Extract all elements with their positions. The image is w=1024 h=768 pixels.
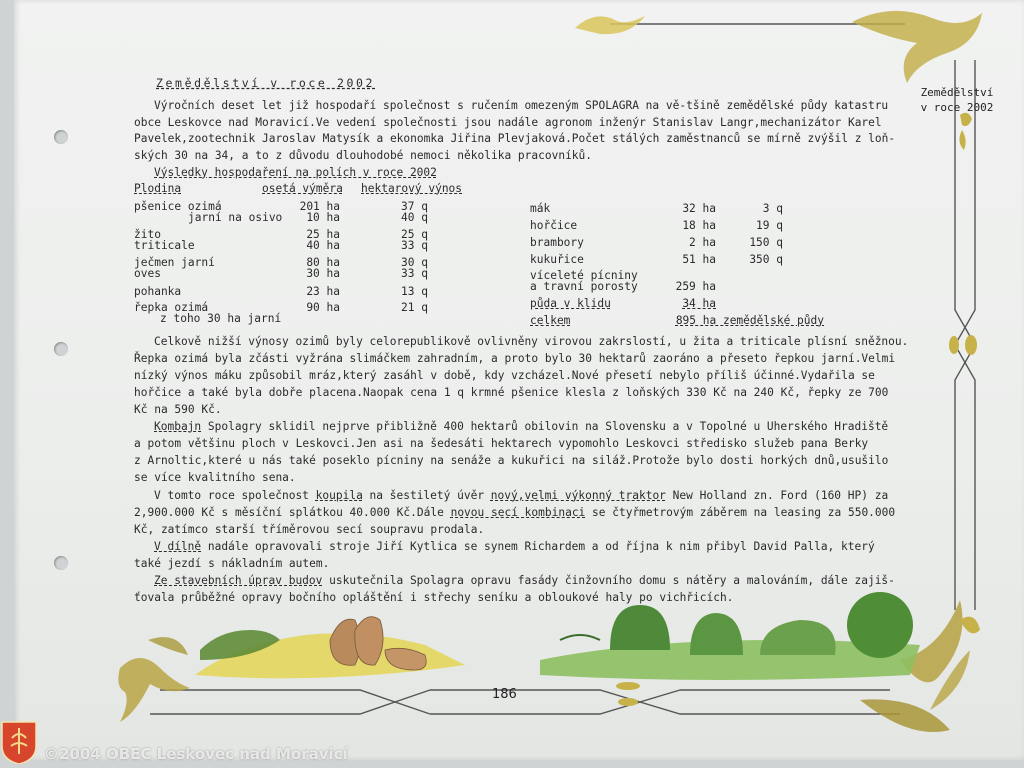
crop-area: 201 ha: [299, 200, 340, 213]
crop-area: 40 ha: [306, 239, 340, 252]
crop-name: řepka ozimá: [134, 301, 209, 314]
construction-text: uskutečnila Spolagra opravu fasády činžovního domu s nátěry a malováním, dále zajiš-: [322, 574, 895, 587]
crop-area: 30 ha: [306, 267, 340, 280]
crop-yield: 40 q: [401, 211, 428, 224]
workshop-line: také jezdí s nákladním autem.: [134, 557, 330, 570]
crop-name: kukuřice: [530, 253, 584, 266]
crop-yield: 13 q: [401, 285, 428, 298]
crop-name: celkem: [530, 314, 571, 327]
crop-area: 10 ha: [306, 211, 340, 224]
crop-area: 25 ha: [306, 228, 340, 241]
tractor-line: [134, 507, 895, 518]
crop-yield: 33 q: [401, 239, 428, 252]
crop-yield: 350 q: [749, 253, 783, 266]
crop-yield: 30 q: [401, 256, 428, 269]
margin-note-line: v roce 2002: [920, 101, 994, 114]
crop-area: 23 ha: [306, 285, 340, 298]
construction-line: [154, 575, 895, 586]
construction-line: ťovala průběžné opravy bočního opláštění i střechy seníku a obloukové haly po vichřicích.: [134, 591, 734, 604]
kombajn-line: z Arnoltic,které u nás také poseklo pícniny na senáže a kukuřici na siláž.Protože bylo dosti horkých dnů,usušilo: [134, 454, 889, 467]
margin-note: [912, 85, 1002, 115]
header-area: osetá výměra: [262, 182, 343, 195]
paragraph-line: Řepka ozimá byla zčásti vyžrána slimáčkem zahradním, a proto bylo 30 hektarů zaoráno a přeseto řepkou jarní.Velmi: [134, 352, 896, 365]
tractor-underlined: koupila: [315, 489, 363, 502]
workshop-text: nadále opravovali stroje Jiří Kytlica se synem Richardem a od října k nim přibyl David Palla, který: [201, 540, 875, 553]
tractor-underlined: nový,velmi výkonný traktor: [490, 489, 666, 502]
kombajn-text: Spolagry sklidil nejprve přibližně 400 hektarů obilovin na Slovensku a v Topolné u Uherského Hradiště: [201, 420, 889, 433]
crop-yield: 150 q: [749, 236, 783, 249]
crop-area: 51 ha: [682, 253, 716, 266]
crop-name: žito: [134, 228, 161, 241]
crop-name: oves: [134, 267, 161, 280]
tractor-text: V tomto roce společnost: [154, 489, 316, 502]
crop-area: 895 ha zemědělské půdy: [675, 314, 824, 327]
crop-yield: 21 q: [401, 301, 428, 314]
crop-area: 80 ha: [306, 256, 340, 269]
crop-yield: 37 q: [401, 200, 428, 213]
crop-name: triticale: [134, 239, 195, 252]
paragraph-line: hořčice a také byla dobře placena.Naopak cena 1 q krmné pšenice klesla z loňských 330 Kč na 240 Kč, řepky ze 700: [134, 386, 889, 399]
tractor-line: Kč, zatímco starší tříměrovou secí soupravu prodala.: [134, 523, 485, 536]
crop-area: 90 ha: [306, 301, 340, 314]
kombajn-word: Kombajn: [154, 420, 202, 433]
crop-area: 18 ha: [682, 219, 716, 232]
crop-yield: 33 q: [401, 267, 428, 280]
crop-area: 259 ha: [675, 280, 716, 293]
kombajn-line: se více kvalitního sena.: [134, 471, 296, 484]
header-crop: Plodina: [134, 182, 182, 195]
margin-note-line: Zemědělství: [920, 86, 994, 99]
tractor-text: 2,900.000 Kč s měsíční splátkou 40.000 Kč.Dále: [134, 506, 451, 519]
intro-line: ských 30 na 34, a to z důvodu dlouhodobé nemoci několika pracovníků.: [134, 149, 593, 162]
crop-yield: 3 q: [762, 202, 783, 215]
crop-area: 34 ha: [682, 297, 716, 310]
page-number: 186: [492, 687, 517, 702]
tractor-line: [154, 490, 888, 501]
header-yield: hektarový výnos: [361, 182, 463, 195]
tractor-text: na šestiletý úvěr: [362, 489, 491, 502]
intro-line: Výročních deset let již hospodaří společnost s ručením omezeným SPOLAGRA na vě-tšině zemědělské půdy katastru: [154, 99, 889, 112]
intro-line: obce Leskovce nad Moravicí.Ve vedení společnosti jsou nadále agronom inženýr Stanislav Langr,mechanizátor Karel: [134, 116, 882, 129]
construction-word: Ze stavebních úprav budov: [154, 574, 323, 587]
paragraph-line: nízký výnos máku způsobil mráz,který zasáhl v době, kdy vzcházel.Nové přesetí nebylo příliš účinné.Vydařila se: [134, 369, 875, 382]
crop-name: jarní na osivo: [188, 211, 283, 224]
crop-name: víceleté pícniny: [530, 269, 638, 282]
crop-name: pšenice ozimá: [134, 200, 222, 213]
copyright-watermark: ©2004 OBEC Leskovec nad Moravicí: [44, 745, 348, 763]
tractor-text: New Holland zn. Ford (160 HP) za: [665, 489, 889, 502]
crop-yield: 25 q: [401, 228, 428, 241]
paragraph-line: Kč na 590 Kč.: [134, 403, 222, 416]
crop-name: mák: [530, 202, 551, 215]
crop-name: pohanka: [134, 285, 182, 298]
crop-yield: 19 q: [756, 219, 783, 232]
kombajn-line: [154, 421, 888, 432]
kombajn-line: a potom většinu ploch v Leskovci.Jen asi na šedesáti hektarech vypomohlo Leskovci středisko služeb pana Berky: [134, 437, 869, 450]
intro-line: Pavelek,zootechnik Jaroslav Matysík a ekonomka Jiřina Plevjaková.Počet stálých zaměstnanců se mírně zvýšil z loň-: [134, 132, 896, 145]
crop-name: ječmen jarní: [134, 256, 215, 269]
crop-name: a travní porosty: [530, 280, 638, 293]
crop-name: brambory: [530, 236, 584, 249]
workshop-line: [154, 541, 875, 552]
tractor-text: se čtyřmetrovým záběrem na leasing za 550.000: [585, 506, 896, 519]
workshop-word: V dílně: [154, 540, 202, 553]
crop-area: 2 ha: [689, 236, 716, 249]
results-heading: Výsledky hospodaření na polích v roce 2002: [154, 166, 437, 179]
crop-name: z toho 30 ha jarní: [160, 312, 282, 325]
crop-area: 32 ha: [682, 202, 716, 215]
paragraph-line: Celkově nižší výnosy ozimů byly celorepublikově ovlivněny virovou zakrslostí, u žita a triticale plísní sněžnou.: [154, 335, 909, 348]
tractor-underlined: novou secí kombinaci: [450, 506, 586, 519]
document-title: Zemědělství v roce 2002: [156, 76, 376, 90]
crop-name: půda v klidu: [530, 297, 611, 310]
coat-of-arms-icon: [0, 720, 38, 764]
crop-name: hořčice: [530, 219, 578, 232]
